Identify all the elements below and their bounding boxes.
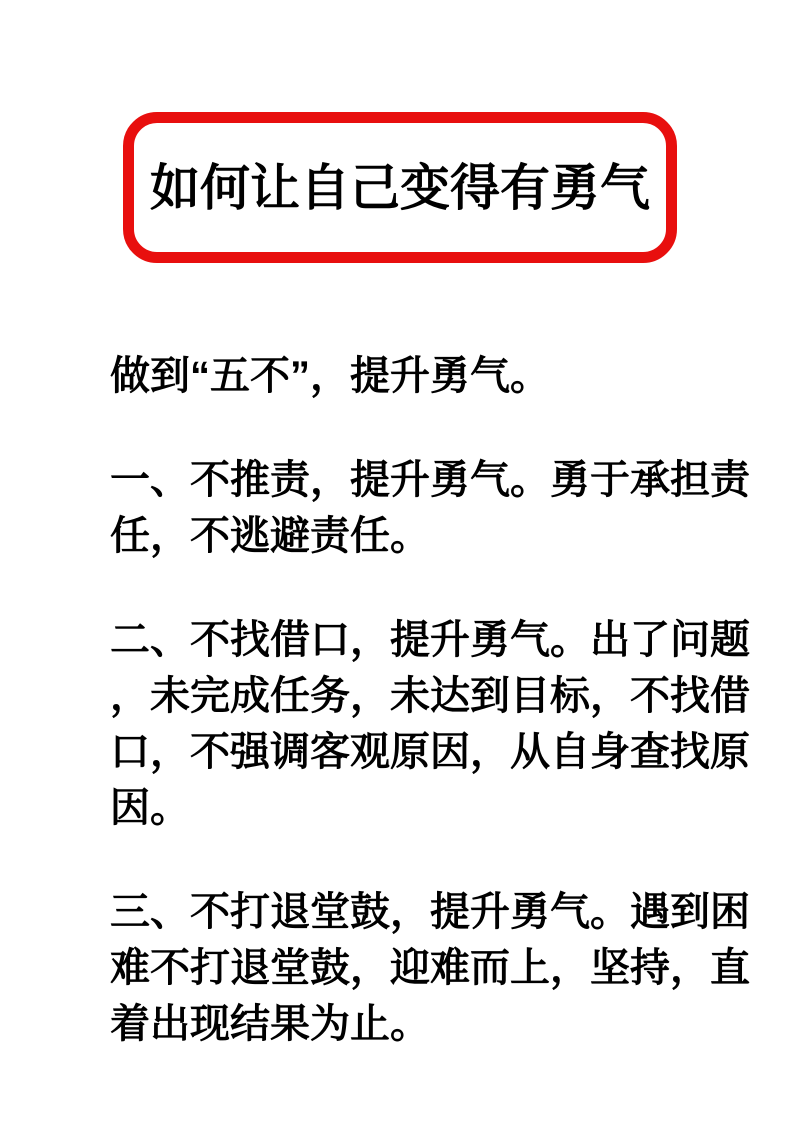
text-line: 任，不逃避责任。 xyxy=(110,514,430,558)
text-line: ，未完成任务，未达到目标，不找借 xyxy=(110,674,750,718)
text-line: 三、不打退堂鼓，提升勇气。遇到困 xyxy=(110,890,750,934)
paragraph-point-one xyxy=(110,452,775,564)
text-line: 一、不推责，提升勇气。勇于承担责 xyxy=(110,458,750,502)
text-line: 因。 xyxy=(110,786,190,830)
text-line: 着出现结果为止。 xyxy=(110,1002,430,1046)
text-line: 做到“五不”，提升勇气。 xyxy=(110,354,550,398)
text-line: 二、不找借口，提升勇气。出了问题 xyxy=(110,618,750,662)
paragraph-point-three xyxy=(110,884,775,1052)
text-line: 难不打退堂鼓，迎难而上，坚持，直 xyxy=(110,946,750,990)
title-box xyxy=(123,112,677,263)
article-body xyxy=(110,348,775,1052)
text-line: 口，不强调客观原因，从自身查找原 xyxy=(110,730,750,774)
paragraph-intro xyxy=(110,348,775,404)
page-title: 如何让自己变得有勇气 xyxy=(150,159,650,216)
paragraph-point-two xyxy=(110,612,775,836)
